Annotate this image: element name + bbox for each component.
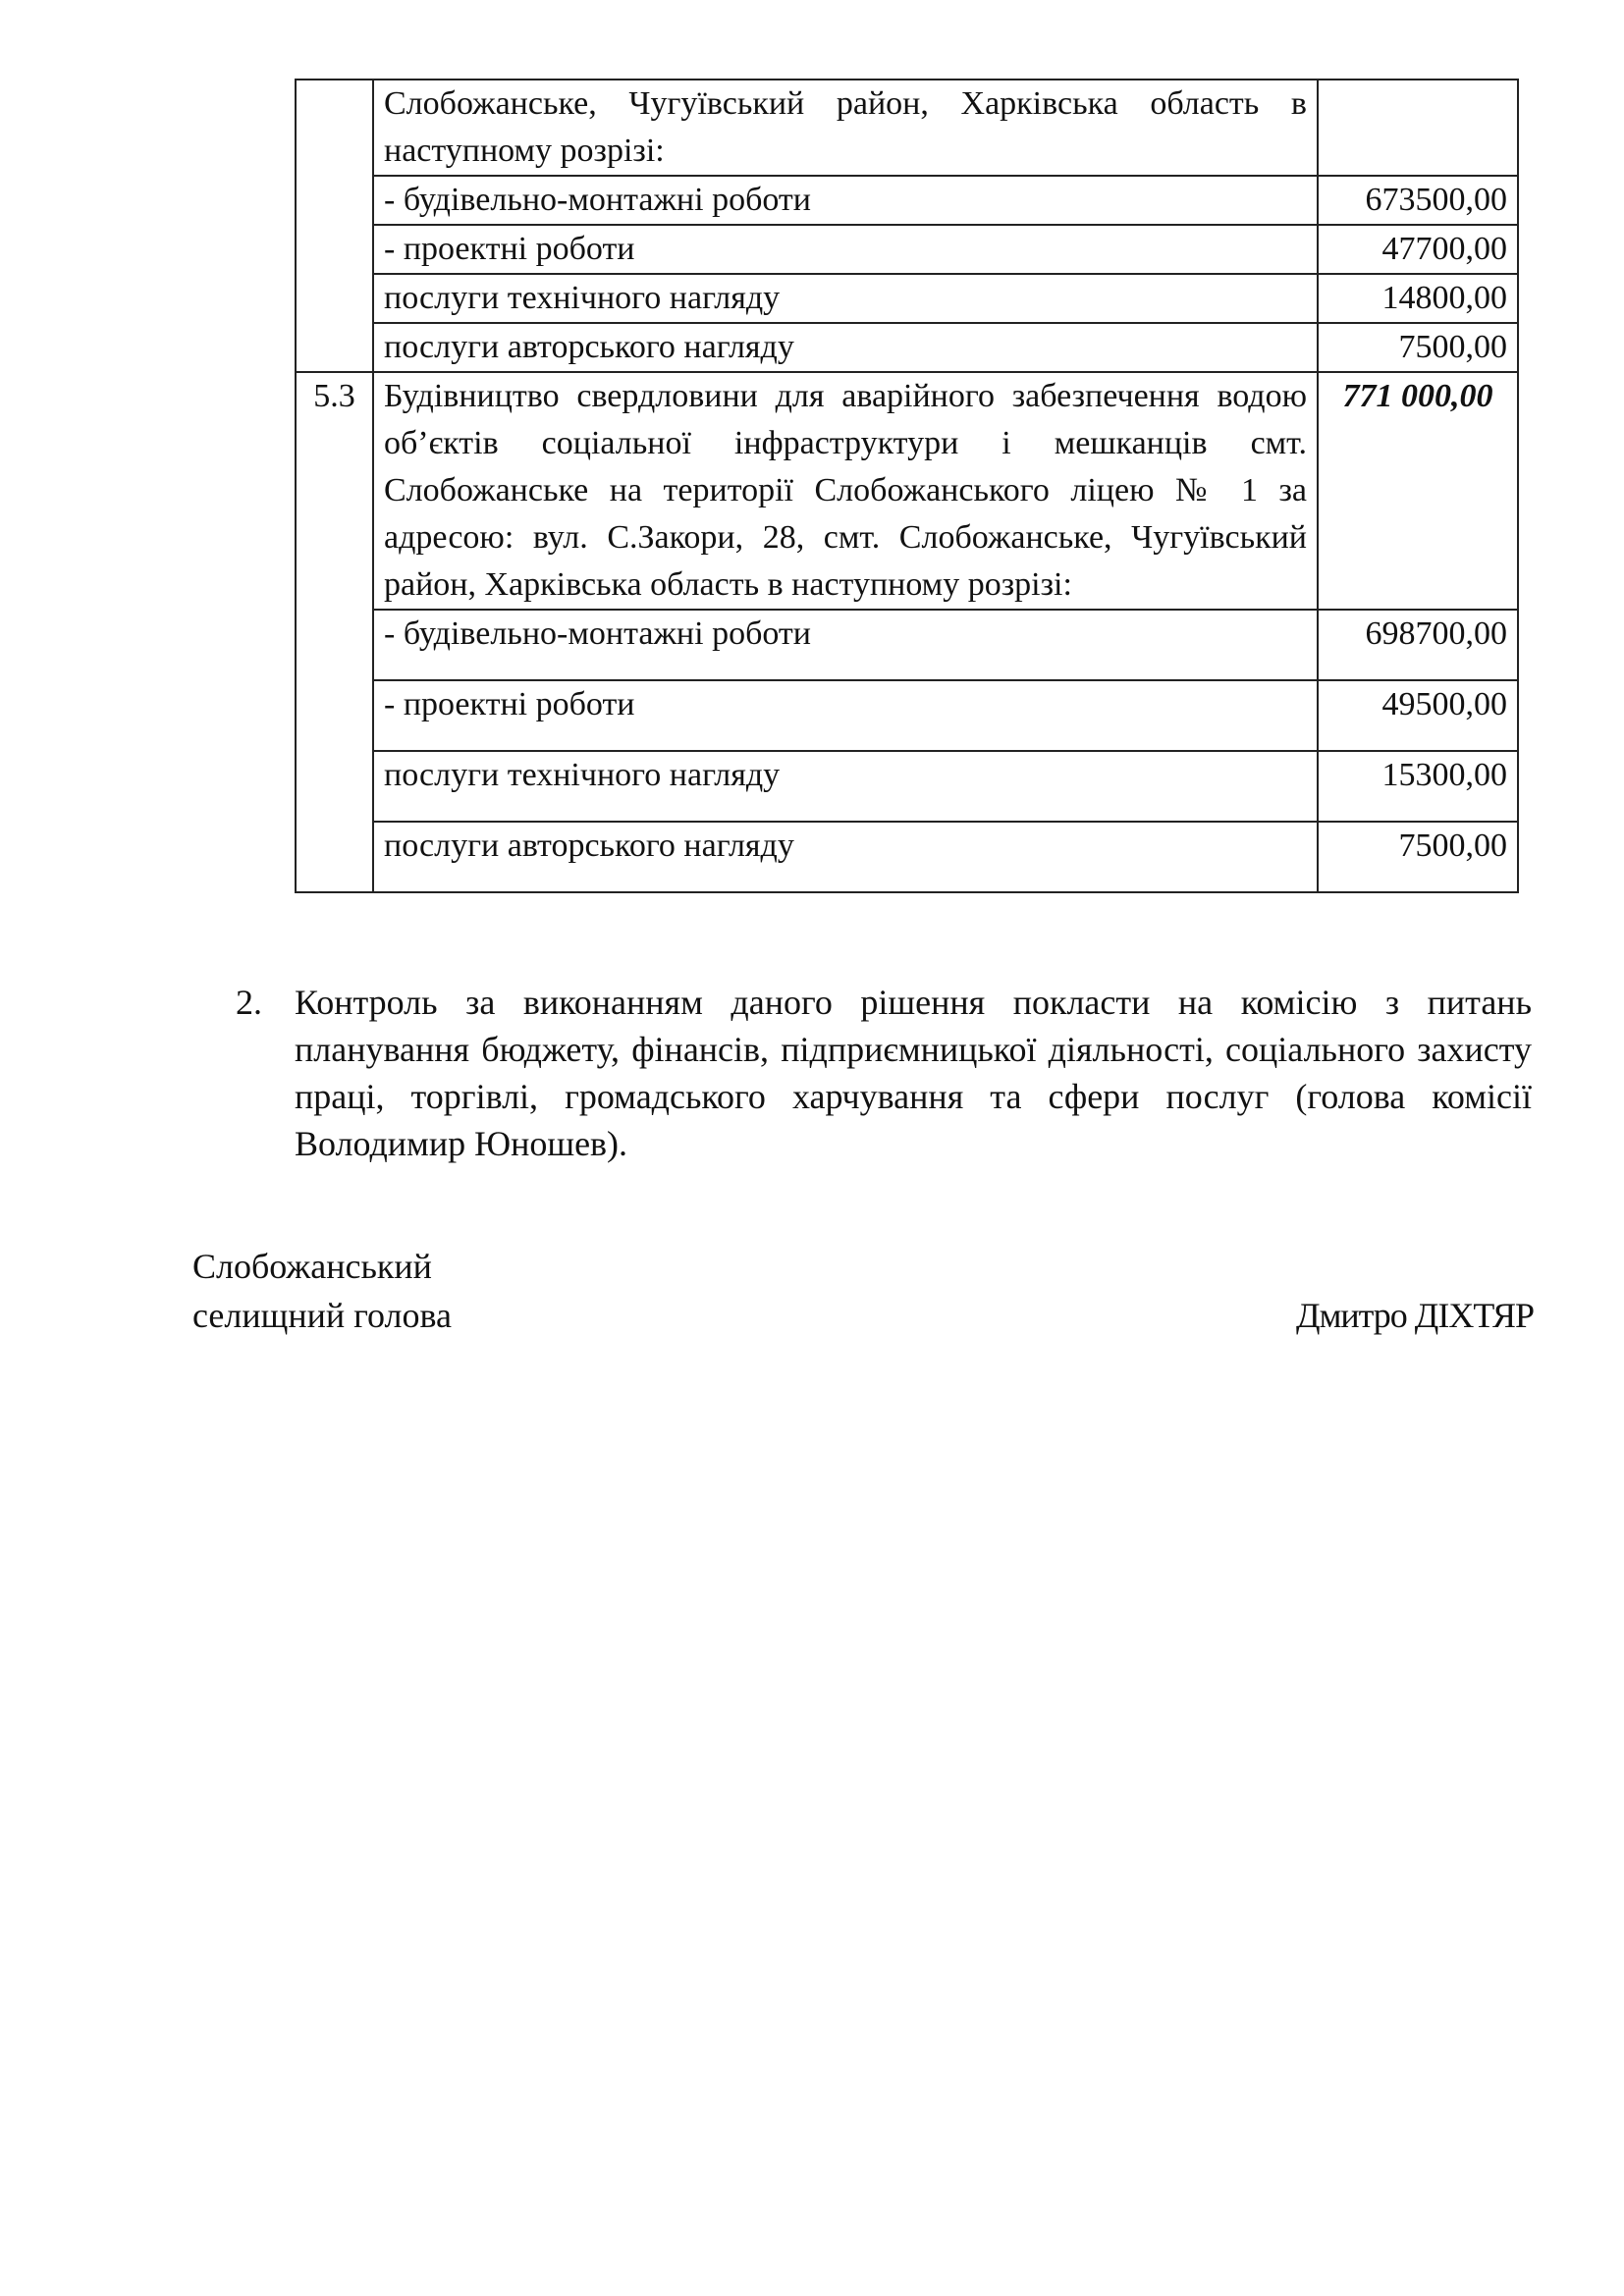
signatory-name: Дмитро ДІХТЯР <box>1296 1296 1534 1335</box>
row-amount: 673500,00 <box>1318 176 1518 225</box>
row-description <box>373 80 1318 176</box>
row-amount: 7500,00 <box>1318 323 1518 372</box>
table-row <box>296 751 1518 822</box>
position-line-1: Слобожанський <box>192 1247 432 1286</box>
row-number-cell <box>296 80 373 372</box>
row-description <box>373 372 1318 610</box>
row-amount: 15300,00 <box>1318 751 1518 822</box>
point-text: Контроль за виконанням даного рішення покласти на комісію з питань планування бюджету, фінансів, підприємницької діяльності, соціального захисту праці, торгівлі, громадського харчування та сфери послуг (голова комісії Володимир Юношев). <box>295 983 1532 1163</box>
row-description: послуги авторського нагляду <box>373 822 1318 892</box>
table-row <box>296 680 1518 751</box>
table-row <box>296 225 1518 274</box>
row-description: послуги технічного нагляду <box>373 751 1318 822</box>
row-amount: 14800,00 <box>1318 274 1518 323</box>
table-row <box>296 80 1518 176</box>
row-description-text: Будівництво свердловини для аварійного забезпечення водою об’єктів соціальної інфраструктури і мешканців смт. Слобожанське на території Слобожанського ліцею № 1 за адресою: вул. С.Закори, 28, смт. Слобожанське, Чугуївський район, Харківська область в наступному розрізі: <box>384 378 1307 603</box>
point-number: 2. <box>236 983 262 1022</box>
row-amount: 7500,00 <box>1318 822 1518 892</box>
table-row <box>296 323 1518 372</box>
decision-point-2 <box>236 979 1532 1167</box>
budget-table <box>295 79 1519 893</box>
table-row <box>296 274 1518 323</box>
position-line-2: селищний голова <box>192 1296 453 1335</box>
row-description: - будівельно-монтажні роботи <box>373 176 1318 225</box>
table-row <box>296 822 1518 892</box>
row-amount: 698700,00 <box>1318 610 1518 680</box>
row-amount <box>1318 80 1518 176</box>
row-description: послуги авторського нагляду <box>373 323 1318 372</box>
table-row <box>296 176 1518 225</box>
row-description: послуги технічного нагляду <box>373 274 1318 323</box>
row-description: - будівельно-монтажні роботи <box>373 610 1318 680</box>
row-description: - проектні роботи <box>373 225 1318 274</box>
row-description: - проектні роботи <box>373 680 1318 751</box>
row-amount: 47700,00 <box>1318 225 1518 274</box>
table-row <box>296 610 1518 680</box>
signature-position <box>192 1242 452 1340</box>
row-number-cell: 5.3 <box>296 372 373 892</box>
row-amount: 49500,00 <box>1318 680 1518 751</box>
row-description-text: Слобожанське, Чугуївський район, Харківська область в наступному розрізі: <box>384 85 1307 169</box>
row-total-amount: 771 000,00 <box>1318 372 1518 610</box>
table-row <box>296 372 1518 610</box>
